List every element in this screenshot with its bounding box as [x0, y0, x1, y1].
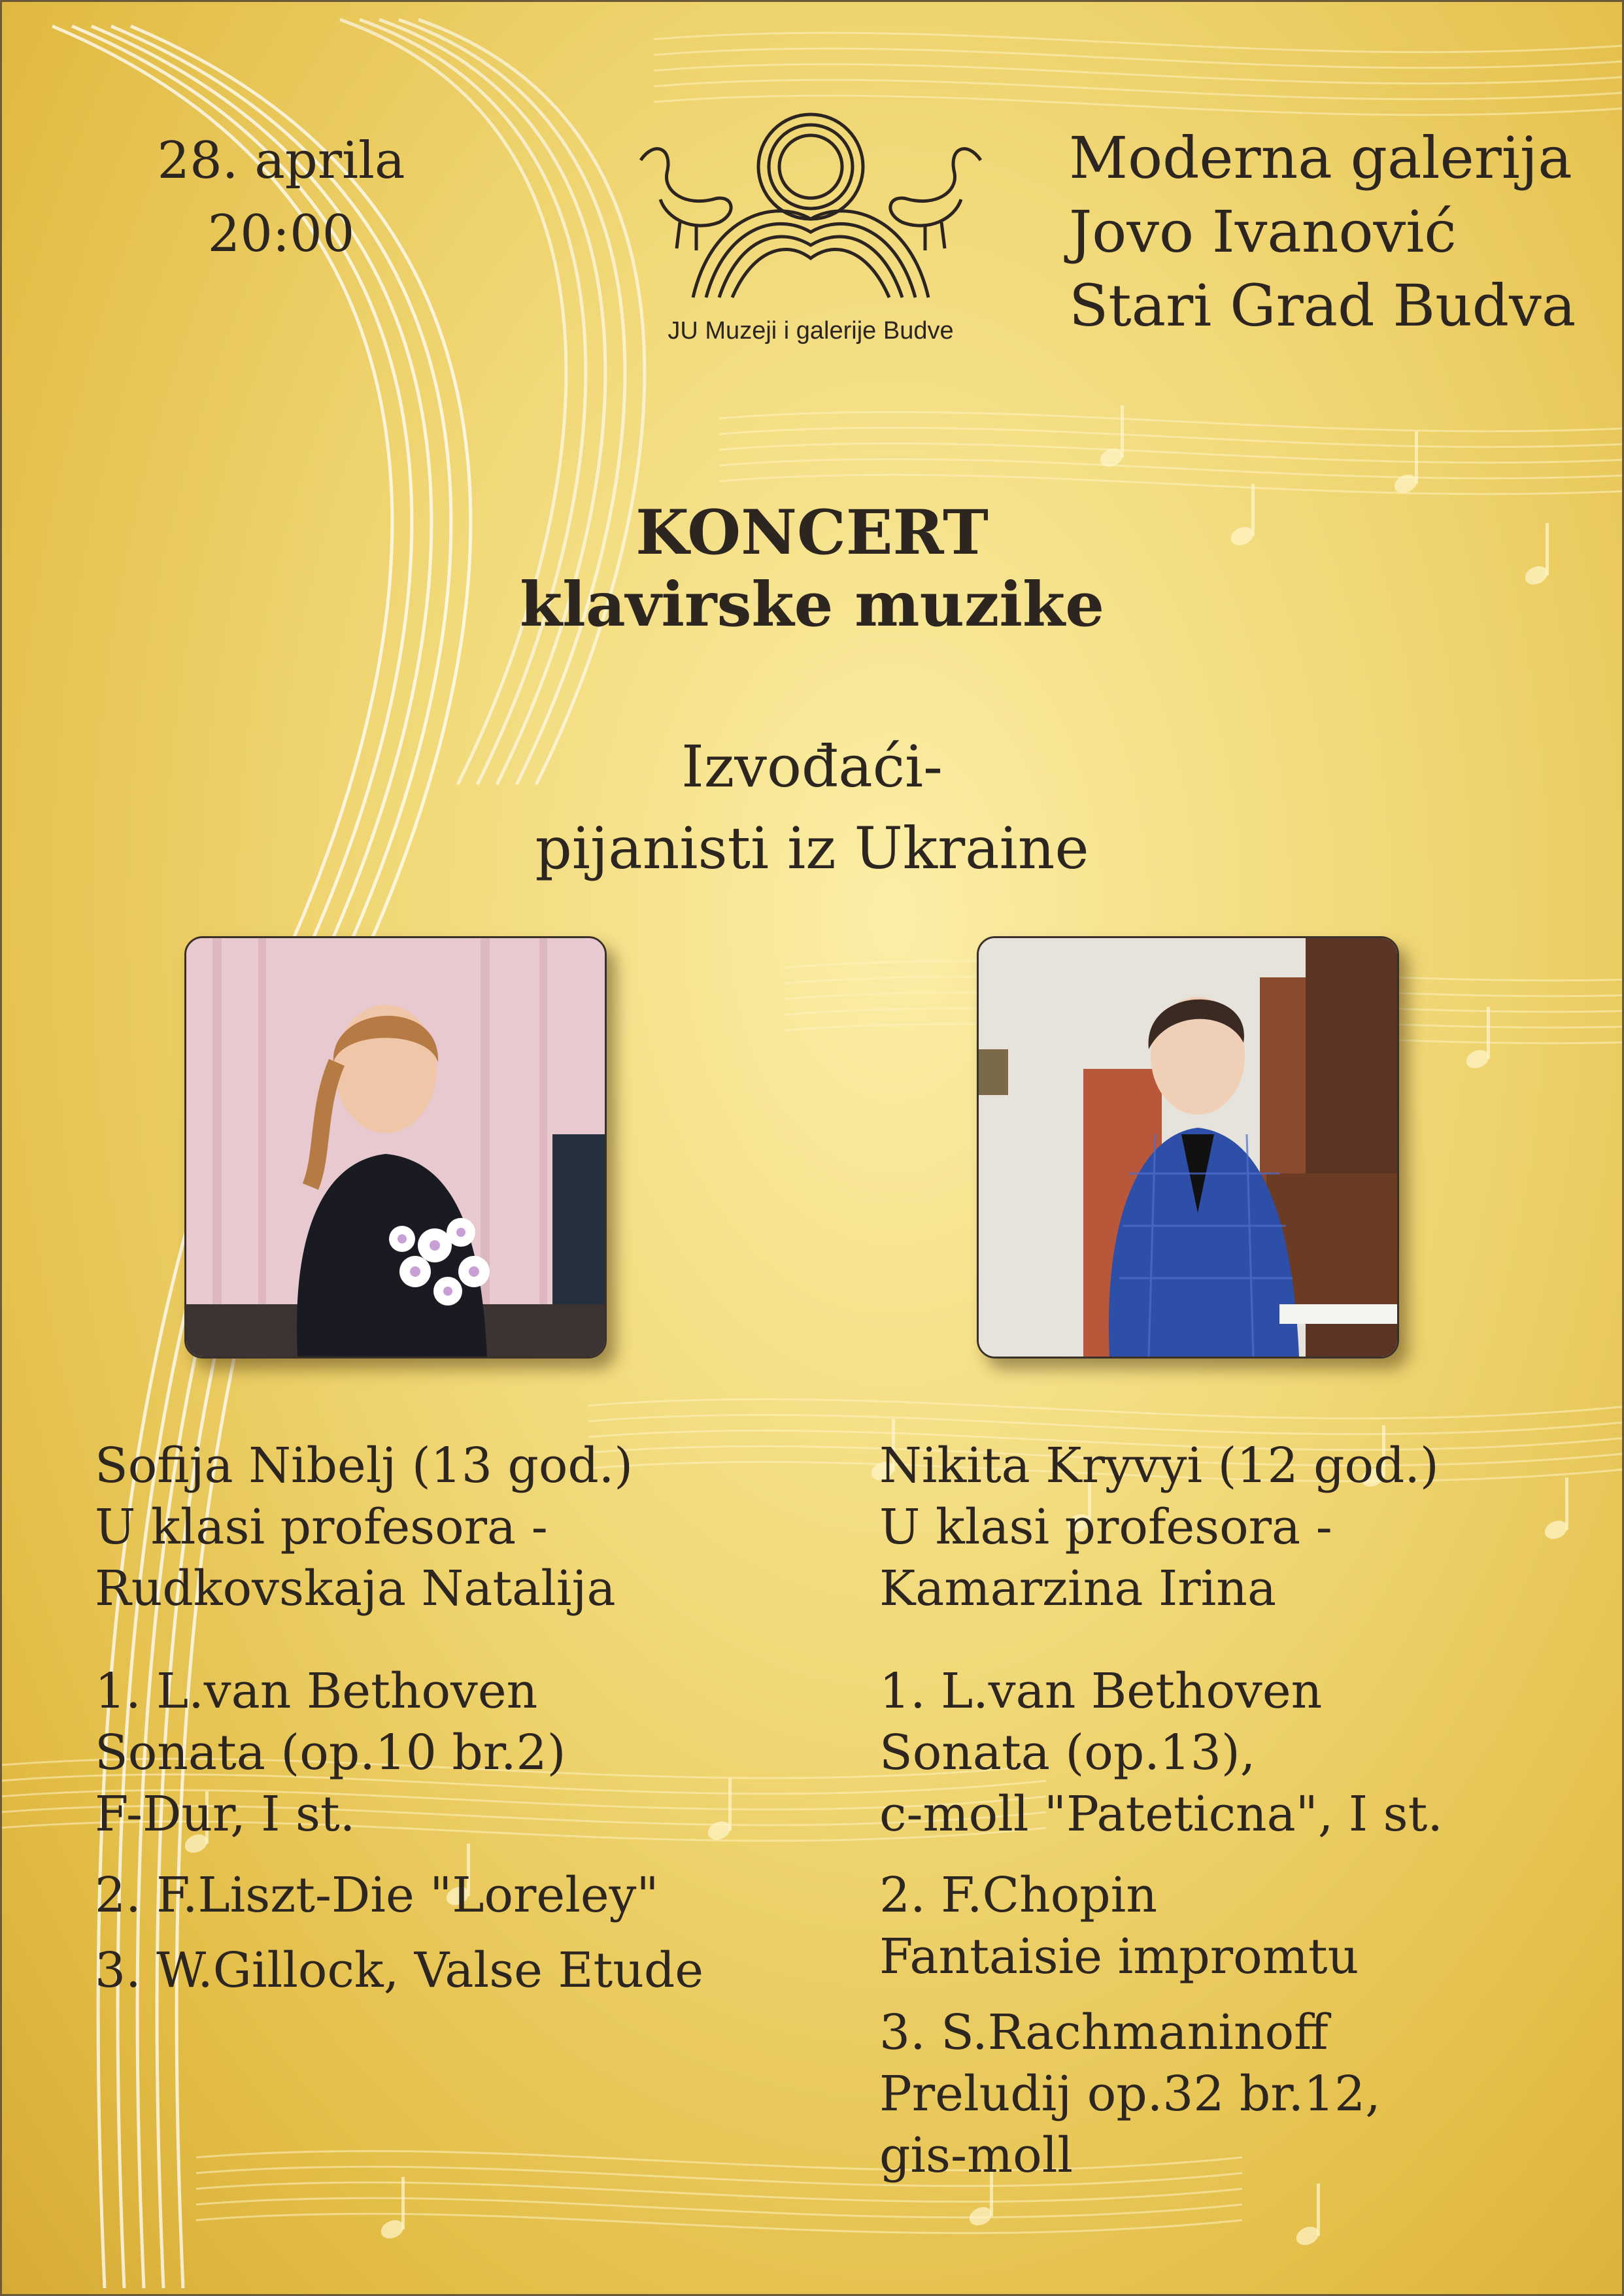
boy-pianist-photo-icon [979, 938, 1397, 1357]
venue-line: Jovo Ivanović [1069, 198, 1457, 265]
girl-pianist-photo-icon [186, 938, 605, 1357]
venue-address [1069, 121, 1605, 343]
program-item: 3. W.Gillock, Valse Etude [95, 1942, 704, 1999]
subtitle-line-1: Izvođaći- [681, 733, 943, 800]
class-label: U klasi profesora - [95, 1499, 548, 1555]
museum-logo [615, 101, 1007, 350]
program-item: 1. L.van Bethoven Sonata (op.13), c-moll "Pateticna", I st. [879, 1663, 1443, 1842]
performer-photo-nikita [977, 936, 1399, 1359]
subtitle-line-2: pijanisti iz Ukraine [535, 815, 1089, 882]
program-item: 2. F.Liszt-Die "Loreley" [95, 1867, 659, 1923]
venue-line: Stari Grad Budva [1069, 272, 1576, 339]
performer-info-nikita [879, 1435, 1599, 1619]
performer-name: Nikita Kryvyi (12 god.) [879, 1438, 1439, 1494]
program-item: 3. S.Rachmaninoff Preludij op.32 br.12, gis-moll [879, 2004, 1381, 2184]
title-line-2: klavirske muzike [519, 569, 1104, 641]
teacher-name: Rudkovskaja Natalija [95, 1561, 616, 1617]
performer-photo-sofija [184, 936, 607, 1359]
program-item: 1. L.van Bethoven Sonata (op.10 br.2) F-Dur, I st. [95, 1663, 566, 1842]
class-label: U klasi profesora - [879, 1499, 1332, 1555]
teacher-name: Kamarzina Irina [879, 1561, 1277, 1617]
event-date-time [105, 124, 458, 271]
concert-title [392, 497, 1232, 641]
museum-logo-text: JU Muzeji i galerije Budve [668, 317, 954, 345]
performer-name: Sofija Nibelj (13 god.) [95, 1438, 634, 1494]
program-item: 2. F.Chopin Fantaisie impromtu [879, 1867, 1359, 1985]
performer-info-sofija [95, 1435, 749, 1619]
title-line-1: KONCERT [635, 497, 989, 569]
event-time: 20:00 [207, 205, 355, 263]
event-date: 28. aprila [157, 131, 405, 190]
museum-emblem-icon [615, 101, 1007, 324]
venue-line: Moderna galerija [1069, 124, 1572, 192]
performers-heading [392, 726, 1232, 889]
